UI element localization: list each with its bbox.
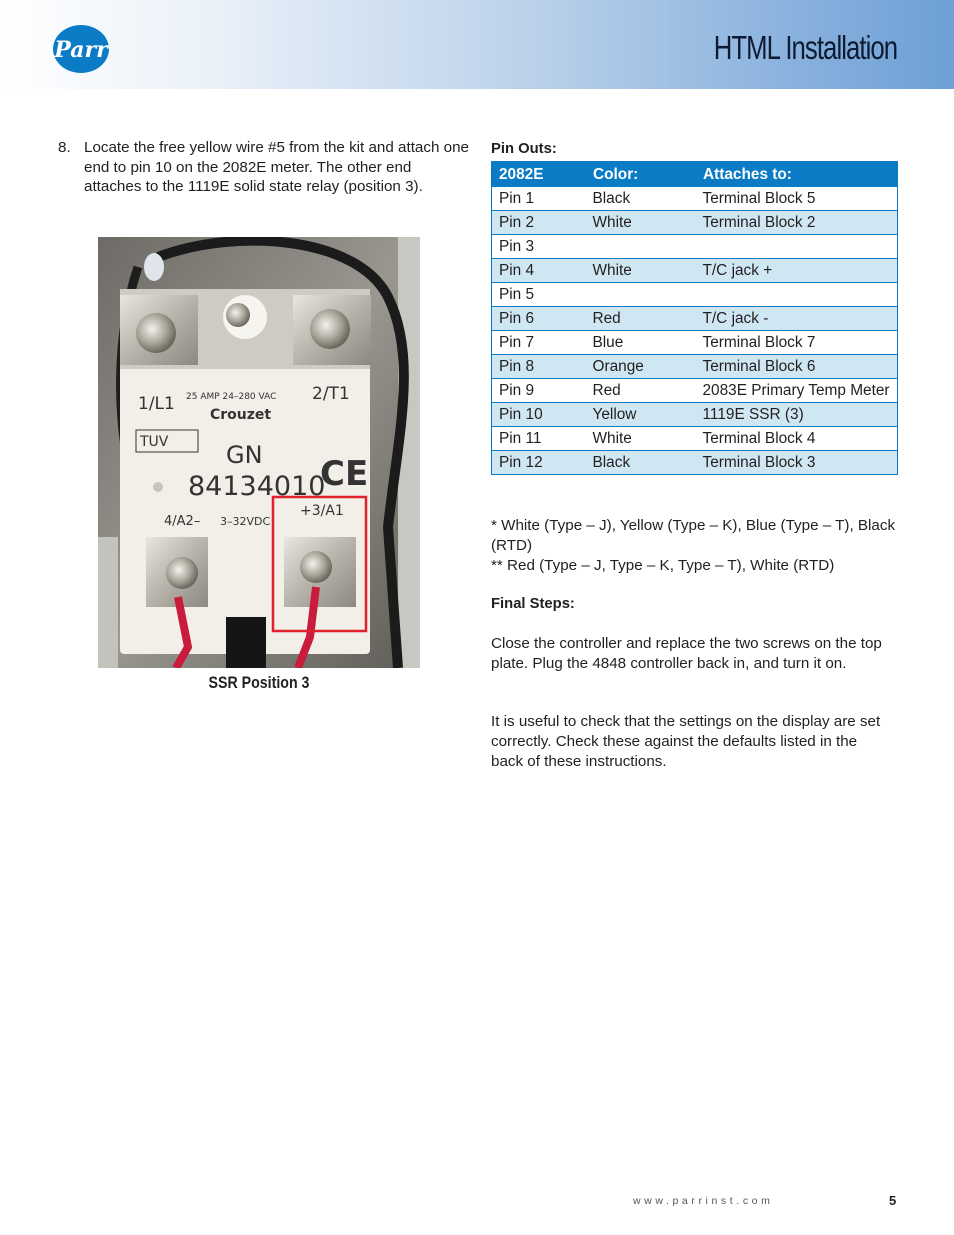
attaches-cell: Terminal Block 6	[696, 355, 898, 379]
color-cell: Red	[586, 379, 696, 403]
pin-cell: Pin 5	[492, 283, 586, 307]
header-attaches-to: Attaches to:	[696, 162, 898, 187]
table-row	[492, 283, 898, 307]
attaches-cell: T/C jack +	[696, 259, 898, 283]
color-cell: Blue	[586, 331, 696, 355]
pin-cell: Pin 6	[492, 307, 586, 331]
pin-cell: Pin 3	[492, 235, 586, 259]
photo-caption: SSR Position 3	[208, 674, 310, 692]
relay-label-l1: 1/L1	[138, 394, 175, 414]
relay-label-brand: Crouzet	[210, 407, 272, 423]
attaches-cell	[696, 235, 898, 259]
pin-cell: Pin 12	[492, 451, 586, 475]
pin-cell: Pin 4	[492, 259, 586, 283]
thermocouple-notes	[491, 516, 901, 575]
final-steps-paragraph-1: Close the controller and replace the two screws on the top plate. Plug the 4848 controller back in, and turn it on.	[491, 635, 882, 672]
pin-cell: Pin 8	[492, 355, 586, 379]
table-row	[492, 451, 898, 475]
logo-text: Parr	[54, 37, 108, 63]
note-1: * White (Type – J), Yellow (Type – K), Blue (Type – T), Black (RTD)	[491, 517, 896, 554]
attaches-cell: Terminal Block 7	[696, 331, 898, 355]
footer-url: www.parrinst.com	[633, 1195, 774, 1207]
relay-label-a1: +3/A1	[300, 503, 344, 519]
relay-label-t1: 2/T1	[312, 384, 350, 404]
table-row	[492, 187, 898, 211]
pin-cell: Pin 1	[492, 187, 586, 211]
ssr-photo	[98, 237, 420, 668]
color-cell: White	[586, 259, 696, 283]
parr-logo	[52, 24, 110, 74]
table-header-row	[492, 162, 898, 187]
attaches-cell: Terminal Block 3	[696, 451, 898, 475]
relay-label-vdc: 3–32VDC	[220, 515, 271, 528]
document-title: HTML Installation	[713, 29, 897, 66]
pin-cell: Pin 10	[492, 403, 586, 427]
color-cell: Red	[586, 307, 696, 331]
table-row	[492, 355, 898, 379]
final-steps-paragraph-2: It is useful to check that the settings on the display are set correctly. Check these against the defaults listed in the back of these instructions.	[491, 713, 881, 770]
table-row	[492, 427, 898, 451]
ssr-photo-illustration	[98, 237, 420, 668]
pinouts-title: Pin Outs:	[491, 141, 557, 157]
color-cell: White	[586, 211, 696, 235]
page-number: 5	[889, 1193, 897, 1208]
attaches-cell: T/C jack -	[696, 307, 898, 331]
relay-label-tuv: TUV	[140, 434, 169, 450]
step-text: Locate the free yellow wire #5 from the kit and attach one end to pin 10 on the 2082E meter. The other end attaches to the 1119E solid state relay (position 3).	[84, 139, 469, 196]
pin-cell: Pin 9	[492, 379, 586, 403]
relay-label-gn: GN	[226, 441, 263, 469]
pin-cell: Pin 7	[492, 331, 586, 355]
step-number: 8.	[58, 139, 71, 156]
header-color: Color:	[586, 162, 696, 187]
header-2082e: 2082E	[492, 162, 586, 187]
page-header	[0, 0, 954, 89]
color-cell: Black	[586, 187, 696, 211]
color-cell	[586, 235, 696, 259]
relay-label-rating: 25 AMP 24–280 VAC	[186, 392, 277, 402]
table-row	[492, 403, 898, 427]
attaches-cell: 1119E SSR (3)	[696, 403, 898, 427]
table-row	[492, 379, 898, 403]
relay-label-part-number: 84134010	[188, 471, 326, 502]
pin-cell: Pin 11	[492, 427, 586, 451]
attaches-cell: 2083E Primary Temp Meter	[696, 379, 898, 403]
attaches-cell: Terminal Block 4	[696, 427, 898, 451]
table-row	[492, 211, 898, 235]
color-cell	[586, 283, 696, 307]
attaches-cell: Terminal Block 2	[696, 211, 898, 235]
color-cell: Black	[586, 451, 696, 475]
pin-cell: Pin 2	[492, 211, 586, 235]
attaches-cell	[696, 283, 898, 307]
table-row	[492, 235, 898, 259]
pinouts-table	[491, 161, 898, 475]
table-row	[492, 259, 898, 283]
table-row	[492, 331, 898, 355]
color-cell: White	[586, 427, 696, 451]
color-cell: Yellow	[586, 403, 696, 427]
attaches-cell: Terminal Block 5	[696, 187, 898, 211]
color-cell: Orange	[586, 355, 696, 379]
relay-label-a2: 4/A2–	[164, 514, 201, 529]
note-2: ** Red (Type – J, Type – K, Type – T), White (RTD)	[491, 556, 835, 574]
table-row	[492, 307, 898, 331]
final-steps-title: Final Steps:	[491, 596, 575, 612]
relay-label-ce: CE	[320, 454, 369, 494]
